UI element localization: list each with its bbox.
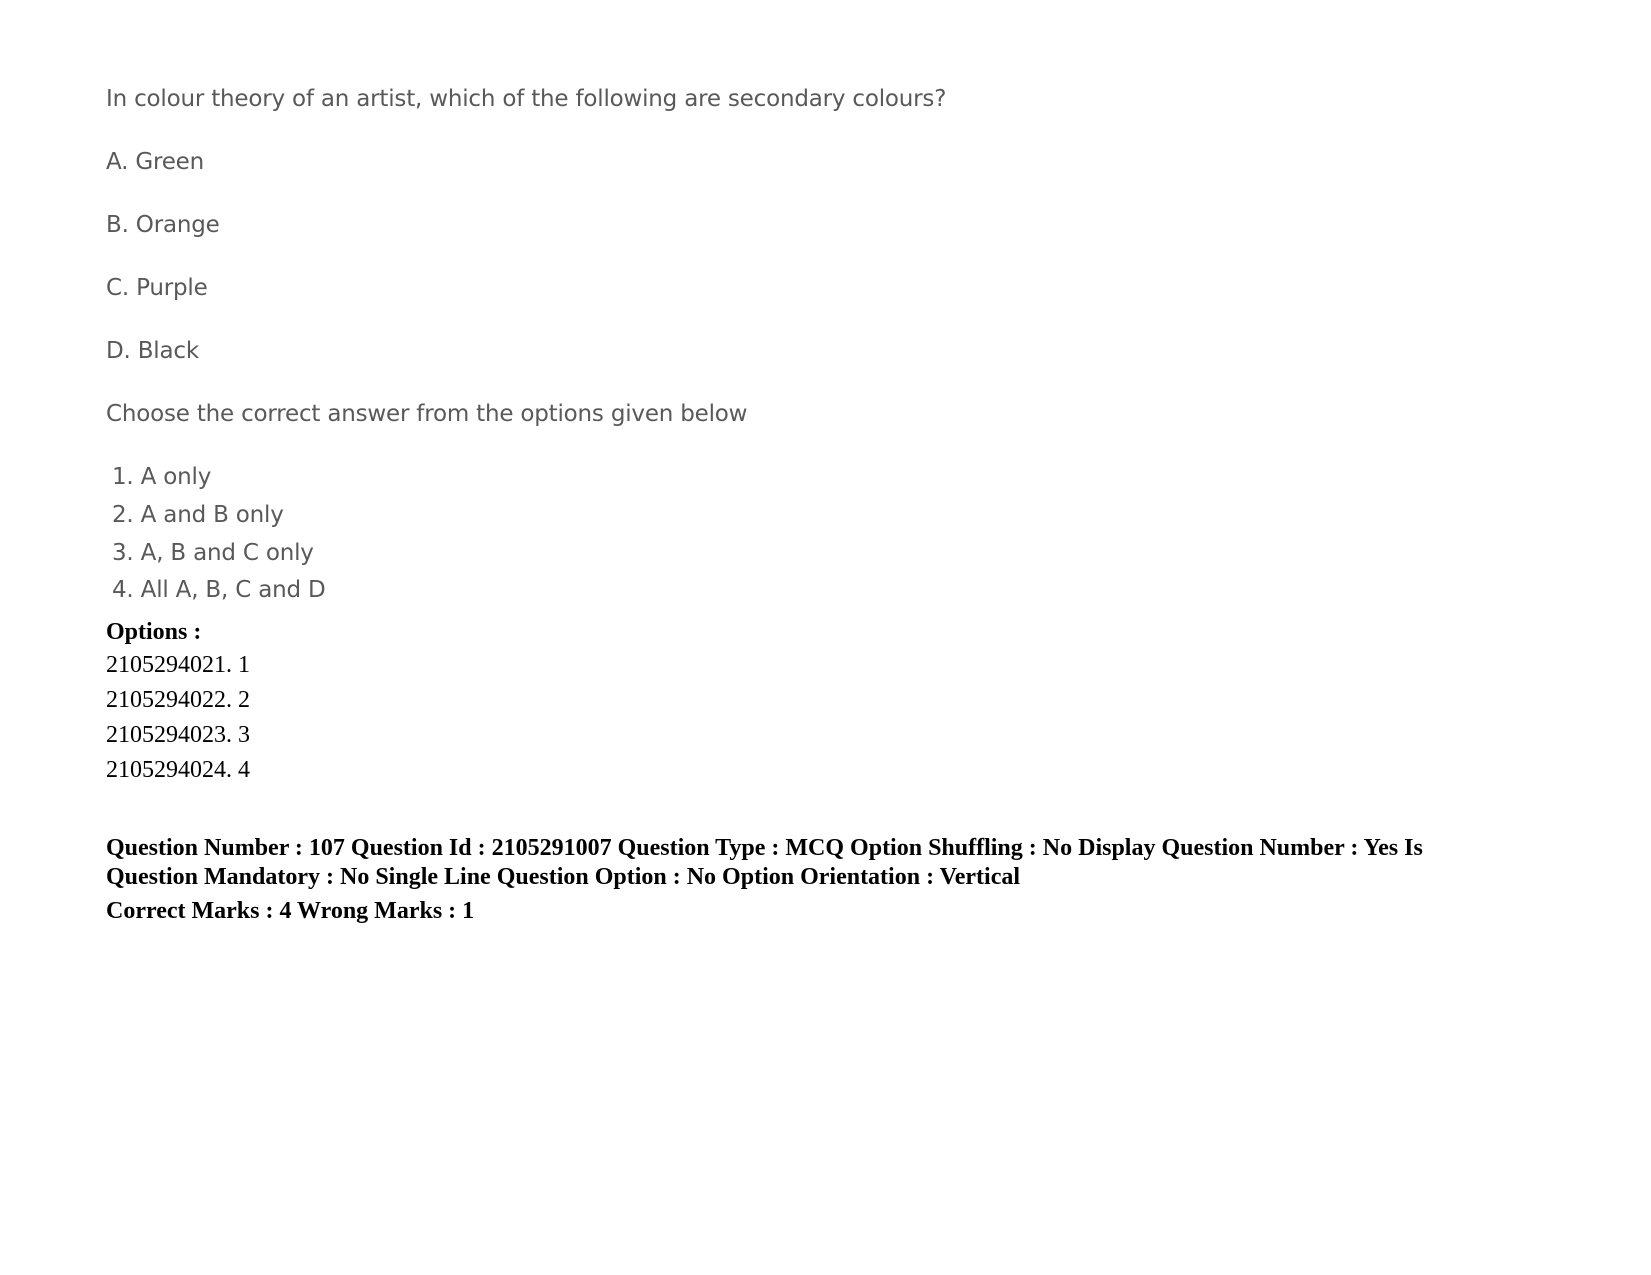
statement-c: C. Purple [106, 275, 208, 301]
option-item-4: 2105294024. 4 [106, 757, 250, 783]
option-item-1: 2105294021. 1 [106, 652, 250, 678]
statement-a: A. Green [106, 149, 205, 175]
question-stem: In colour theory of an artist, which of the following are secondary colours? [106, 86, 947, 112]
statement-d: D. Black [106, 338, 199, 364]
question-meta-line-2: Question Mandatory : No Single Line Question Option : No Option Orientation : Vertical [106, 864, 1021, 890]
answer-choice-4: 4. All A, B, C and D [112, 577, 326, 603]
question-instruction: Choose the correct answer from the options given below [106, 401, 748, 427]
option-item-3: 2105294023. 3 [106, 722, 250, 748]
answer-choice-2: 2. A and B only [112, 502, 284, 528]
option-item-2: 2105294022. 2 [106, 687, 250, 713]
options-heading: Options : [106, 619, 202, 645]
statement-b: B. Orange [106, 212, 220, 238]
question-meta-line-1: Question Number : 107 Question Id : 2105291007 Question Type : MCQ Option Shuffling : No Display Question Number : Yes Is [106, 835, 1423, 861]
answer-choice-1: 1. A only [112, 464, 212, 490]
answer-choice-3: 3. A, B and C only [112, 540, 314, 566]
marks-line: Correct Marks : 4 Wrong Marks : 1 [106, 898, 475, 924]
